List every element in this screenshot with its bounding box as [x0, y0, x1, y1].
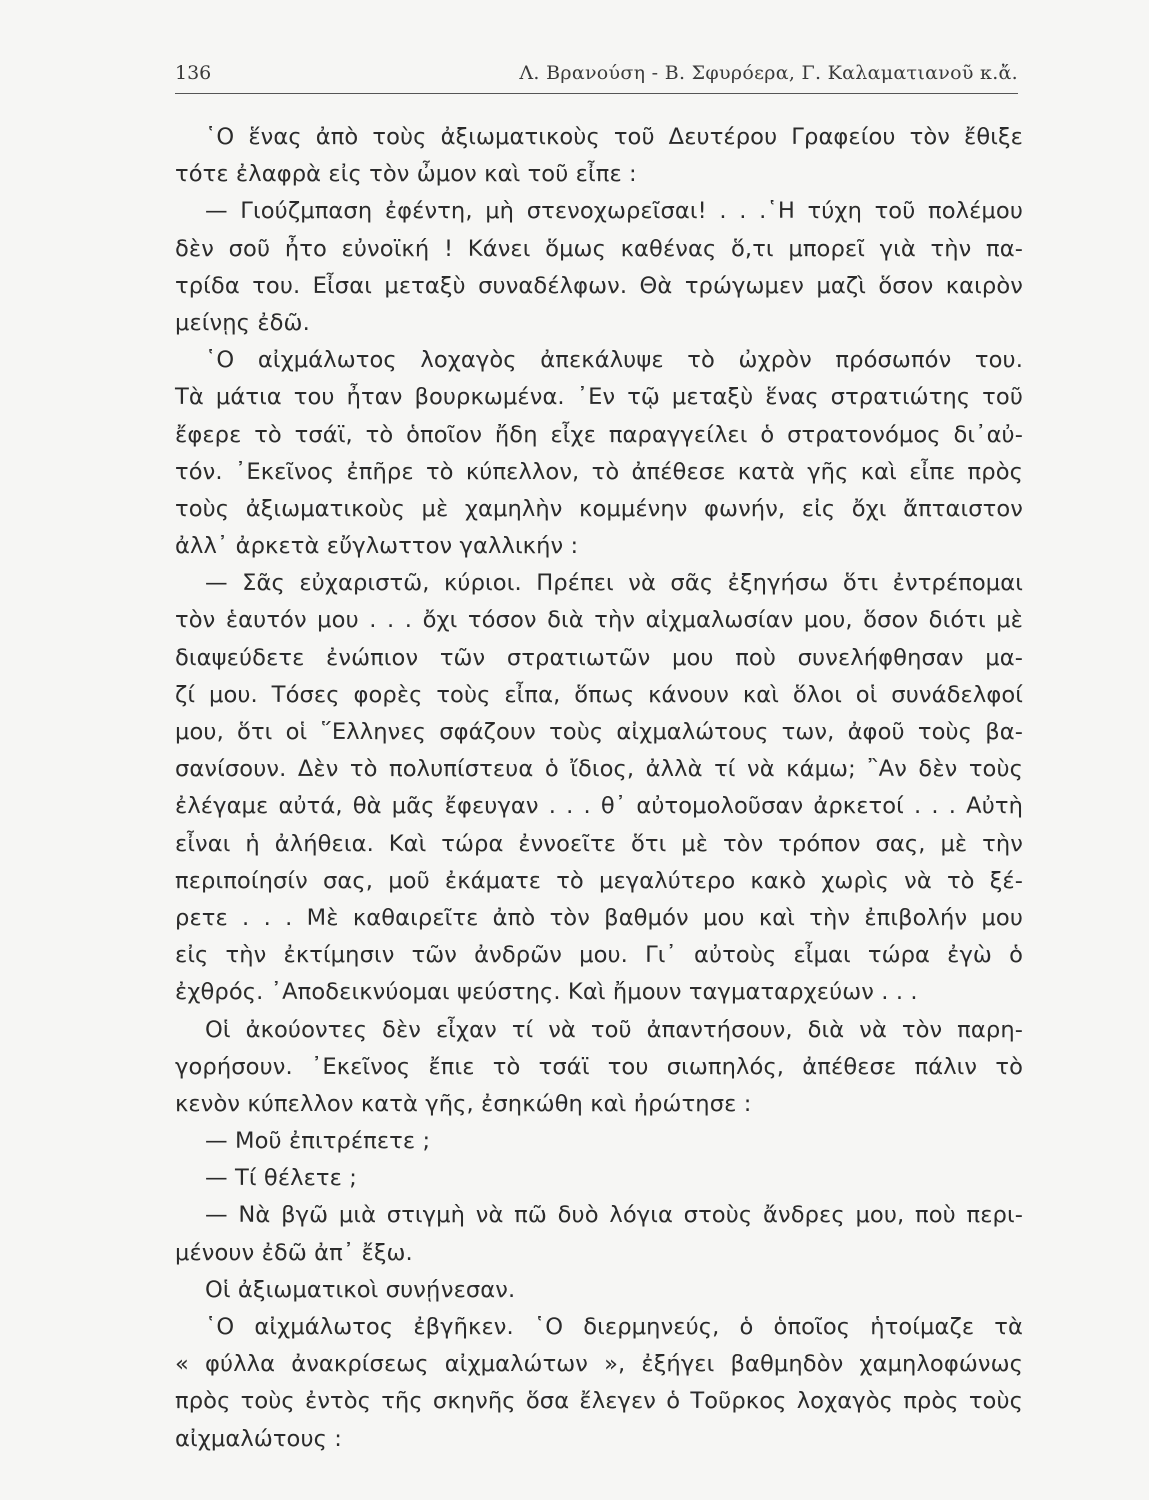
- text-line: ῾Ο αἰχμάλωτος λοχαγὸς ἀπεκάλυψε τὸ ὠχρὸν πρόσωπόν του.: [205, 347, 1023, 374]
- text-line: μένουν ἐδῶ ἀπ᾿ ἔξω.: [175, 1239, 413, 1266]
- text-line: — Τί θέλετε ;: [205, 1165, 357, 1192]
- text-line: ρετε . . . Μὲ καθαιρεῖτε ἀπὸ τὸν βαθμόν μου καὶ τὴν ἐπιβολήν μου: [175, 904, 1023, 931]
- text-line: — Μοῦ ἐπιτρέπετε ;: [205, 1128, 431, 1155]
- text-line: σανίσουν. Δὲν τὸ πολυπίστευα ὁ ἴδιος, ἀλλὰ τί νὰ κάμω; ῍Αν δὲν τοὺς: [175, 756, 1023, 783]
- text-line: — Σᾶς εὐχαριστῶ, κύριοι. Πρέπει νὰ σᾶς ἐξηγήσω ὅτι ἐντρέπομαι: [205, 570, 1023, 597]
- text-line: διαψεύδετε ἐνώπιον τῶν στρατιωτῶν μου ποὺ συνελήφθησαν μα-: [175, 644, 1023, 671]
- running-head: Λ. Βρανούση - Β. Σφυρόερα, Γ. Καλαματιανοῦ κ.ἄ.: [519, 62, 1018, 84]
- body-text: [175, 119, 1023, 1458]
- text-line: Τὰ μάτια του ἦταν βουρκωμένα. ᾿Εν τῷ μεταξὺ ἕνας στρατιώτης τοῦ: [175, 384, 1023, 411]
- text-line: ἀλλ᾿ ἀρκετὰ εὔγλωττον γαλλικήν :: [175, 533, 579, 560]
- text-line: μείνῃς ἐδῶ.: [175, 309, 310, 336]
- text-line: ἐχθρός. ᾿Αποδεικνύομαι ψεύστης. Καὶ ἤμουν ταγματαρχεύων . . .: [175, 979, 918, 1006]
- text-line: — Γιούζμπαση ἐφέντη, μὴ στενοχωρεῖσαι! . . .῾Η τύχη τοῦ πολέμου: [205, 198, 1023, 225]
- text-line: δὲν σοῦ ἦτο εὐνοϊκή ! Κάνει ὅμως καθένας ὅ,τι μπορεῖ γιὰ τὴν πα-: [175, 235, 1023, 262]
- text-line: ἔφερε τὸ τσάϊ, τὸ ὁποῖον ἤδη εἶχε παραγγείλει ὁ στρατονόμος δι᾿αὐ-: [175, 421, 1023, 448]
- text-line: τότε ἐλαφρὰ εἰς τὸν ὦμον καὶ τοῦ εἶπε :: [175, 161, 637, 188]
- text-line: ῾Ο αἰχμάλωτος ἐβγῆκεν. ῾Ο διερμηνεύς, ὁ ὁποῖος ἡτοίμαζε τὰ: [205, 1314, 1023, 1340]
- text-line: ῾Ο ἕνας ἀπὸ τοὺς ἀξιωματικοὺς τοῦ Δευτέρου Γραφείου τὸν ἔθιξε: [205, 124, 1023, 150]
- text-line: τόν. ᾿Εκεῖνος ἐπῆρε τὸ κύπελλον, τὸ ἀπέθεσε κατὰ γῆς καὶ εἶπε πρὸς: [175, 458, 1023, 485]
- text-line: αἰχμαλώτους :: [175, 1425, 343, 1452]
- text-line: Οἱ ἀξιωματικοὶ συνῄνεσαν.: [205, 1276, 516, 1303]
- text-line: εἰς τὴν ἐκτίμησιν τῶν ἀνδρῶν μου. Γι᾿ αὐτοὺς εἶμαι τώρα ἐγὼ ὁ: [175, 942, 1023, 969]
- text-line: εἶναι ἡ ἀλήθεια. Καὶ τώρα ἐννοεῖτε ὅτι μὲ τὸν τρόπον σας, μὲ τὴν: [175, 830, 1023, 857]
- text-line: περιποίησίν σας, μοῦ ἐκάματε τὸ μεγαλύτερο κακὸ χωρὶς νὰ τὸ ξέ-: [175, 867, 1023, 894]
- text-line: πρὸς τοὺς ἐντὸς τῆς σκηνῆς ὅσα ἔλεγεν ὁ Τοῦρκος λοχαγὸς πρὸς τοὺς: [175, 1388, 1023, 1415]
- text-line: Οἱ ἀκούοντες δὲν εἶχαν τί νὰ τοῦ ἀπαντήσουν, διὰ νὰ τὸν παρη-: [205, 1016, 1023, 1043]
- text-line: ζί μου. Τόσες φορὲς τοὺς εἶπα, ὅπως κάνουν καὶ ὅλοι οἱ συνάδελφοί: [175, 681, 1023, 708]
- text-line: τρίδα του. Εἶσαι μεταξὺ συναδέλφων. Θὰ τρώγωμεν μαζὶ ὅσον καιρὸν: [175, 272, 1023, 299]
- text-line: « φύλλα ἀνακρίσεως αἰχμαλώτων », ἐξήγει βαθμηδὸν χαμηλοφώνως: [175, 1351, 1023, 1378]
- text-line: μου, ὅτι οἱ ῞Ελληνες σφάζουν τοὺς αἰχμαλώτους των, ἀφοῦ τοὺς βα-: [175, 719, 1023, 745]
- text-line: ἐλέγαμε αὐτά, θὰ μᾶς ἔφευγαν . . . θ᾿ αὐτομολοῦσαν ἀρκετοί . . . Αὐτὴ: [175, 793, 1023, 820]
- text-line: τοὺς ἀξιωματικοὺς μὲ χαμηλὴν κομμένην φωνήν, εἰς ὄχι ἄπταιστον: [175, 495, 1023, 522]
- page-number: 136: [175, 62, 212, 84]
- page-header: [175, 62, 1018, 92]
- text-line: τὸν ἑαυτόν μου . . . ὄχι τόσον διὰ τὴν αἰχμαλωσίαν μου, ὅσον διότι μὲ: [175, 607, 1023, 634]
- header-rule: [175, 93, 1018, 94]
- text-line: γορήσουν. ᾿Εκεῖνος ἔπιε τὸ τσάϊ του σιωπηλός, ἀπέθεσε πάλιν τὸ: [175, 1053, 1023, 1080]
- text-line: — Νὰ βγῶ μιὰ στιγμὴ νὰ πῶ δυὸ λόγια στοὺς ἄνδρες μου, ποὺ περι-: [205, 1202, 1023, 1229]
- text-line: κενὸν κύπελλον κατὰ γῆς, ἐσηκώθη καὶ ἠρώτησε :: [175, 1090, 752, 1117]
